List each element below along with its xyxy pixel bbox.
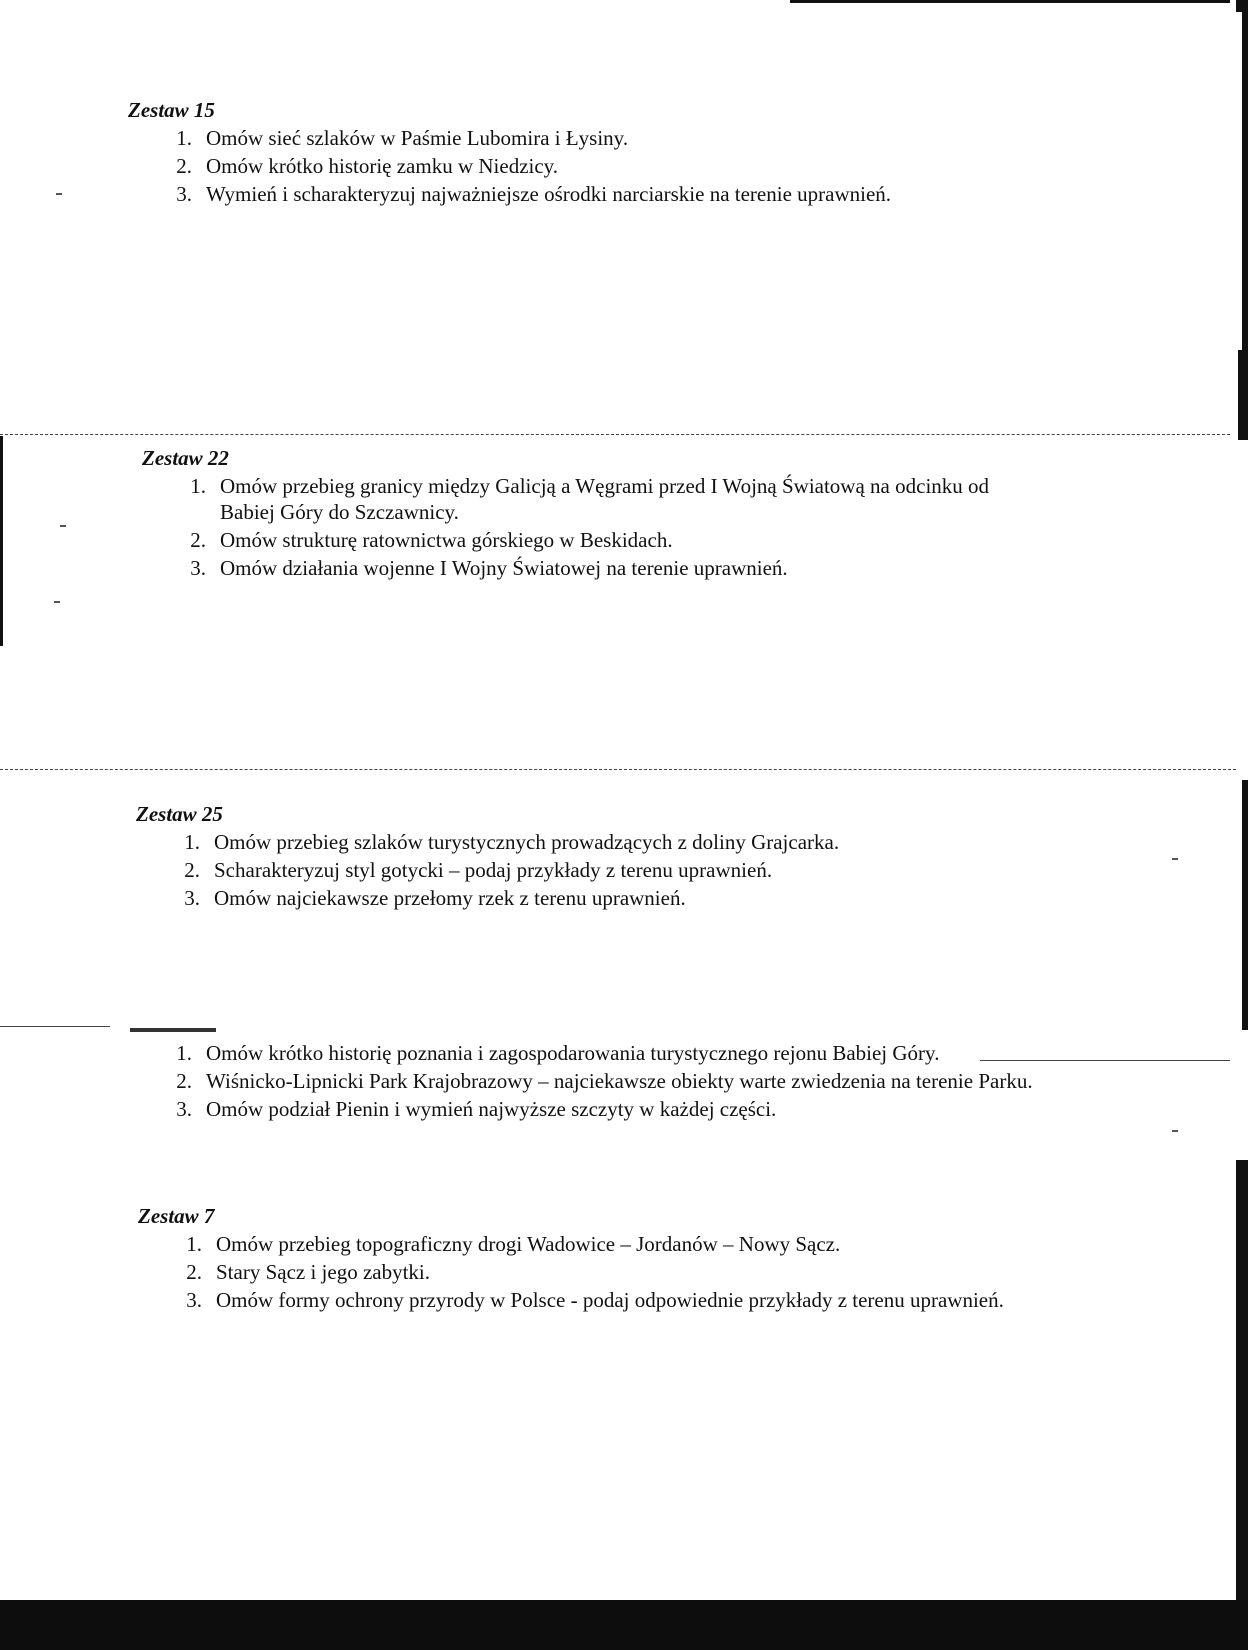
question-list	[138, 1231, 1078, 1313]
set-title: Zestaw 15	[128, 98, 215, 122]
question-text: Omów podział Pienin i wymień najwyższe szczyty w każdej części.	[206, 1097, 777, 1121]
question-item	[176, 125, 1088, 151]
scan-speck	[54, 601, 60, 603]
question-item	[176, 153, 1088, 179]
question-item	[190, 473, 1042, 525]
question-text: Omów działania wojenne I Wojny Światowej na terenie uprawnień.	[220, 556, 788, 580]
question-item	[184, 857, 1096, 883]
question-text: Omów sieć szlaków w Paśmie Lubomira i Łysiny.	[206, 126, 629, 150]
cut-line	[0, 434, 1230, 435]
question-text: Omów formy ochrony przyrody w Polsce - podaj odpowiednie przykłady z terenu uprawnień.	[216, 1288, 1004, 1312]
question-text: Omów przebieg granicy między Galicją a Węgrami przed I Wojną Światową na odcinku od Babiej Góry do Szczawnicy.	[220, 474, 990, 524]
question-number: 3.	[176, 1097, 192, 1121]
question-number: 3.	[186, 1288, 202, 1312]
scan-left-edge	[0, 436, 3, 646]
scan-speck	[56, 193, 62, 195]
question-text: Wymień i scharakteryzuj najważniejsze ośrodki narciarskie na terenie uprawnień.	[206, 182, 892, 206]
set-title: Zestaw 25	[136, 802, 223, 826]
question-number: 2.	[184, 858, 200, 882]
question-list	[142, 473, 1042, 581]
scan-edge-mark	[1242, 780, 1248, 1030]
set-title: Zestaw 22	[142, 446, 229, 470]
question-item	[186, 1259, 1078, 1285]
question-number: 2.	[176, 154, 192, 178]
cut-line	[0, 769, 1236, 770]
scan-right-edge	[1230, 0, 1248, 1650]
scan-speck	[1172, 858, 1178, 860]
question-set	[128, 98, 1088, 209]
question-set	[136, 802, 1096, 913]
question-item	[176, 1096, 1088, 1122]
scan-edge-mark	[1242, 0, 1248, 350]
question-text: Scharakteryzuj styl gotycki – podaj przykłady z terenu uprawnień.	[214, 858, 773, 882]
question-set	[142, 446, 1042, 583]
question-item	[186, 1287, 1078, 1313]
question-number: 3.	[176, 182, 192, 206]
question-number: 1.	[190, 474, 206, 498]
question-number: 2.	[186, 1260, 202, 1284]
scan-edge-mark	[1238, 350, 1248, 440]
set-title: Zestaw 7	[138, 1204, 215, 1228]
question-text: Stary Sącz i jego zabytki.	[216, 1260, 431, 1284]
question-number: 1.	[186, 1232, 202, 1256]
question-text: Omów krótko historię poznania i zagospodarowania turystycznego rejonu Babiej Góry.	[206, 1041, 940, 1065]
question-item	[176, 1068, 1088, 1094]
question-number: 3.	[190, 556, 206, 580]
question-list	[136, 829, 1096, 911]
question-set	[128, 1040, 1088, 1124]
question-number: 1.	[176, 1041, 192, 1065]
question-item	[176, 1040, 1088, 1066]
question-item	[190, 555, 1042, 581]
question-number: 2.	[176, 1069, 192, 1093]
question-text: Omów przebieg szlaków turystycznych prowadzących z doliny Grajcarka.	[214, 830, 840, 854]
question-number: 1.	[184, 830, 200, 854]
question-text: Omów przebieg topograficzny drogi Wadowice – Jordanów – Nowy Sącz.	[216, 1232, 841, 1256]
scan-speck	[1172, 1130, 1178, 1132]
question-list	[128, 125, 1088, 207]
question-item	[184, 829, 1096, 855]
question-text: Omów strukturę ratownictwa górskiego w Beskidach.	[220, 528, 673, 552]
question-number: 3.	[184, 886, 200, 910]
question-item	[184, 885, 1096, 911]
question-item	[190, 527, 1042, 553]
cut-line	[0, 1026, 110, 1027]
scan-bottom-edge	[0, 1600, 1248, 1650]
question-list	[128, 1040, 1088, 1122]
scan-edge-mark	[1236, 1160, 1248, 1600]
question-set	[138, 1204, 1078, 1315]
scan-speck	[60, 525, 66, 527]
question-number: 2.	[190, 528, 206, 552]
question-text: Omów najciekawsze przełomy rzek z terenu uprawnień.	[214, 886, 686, 910]
question-item	[186, 1231, 1078, 1257]
question-text: Wiśnicko-Lipnicki Park Krajobrazowy – najciekawsze obiekty warte zwiedzenia na terenie Parku.	[206, 1069, 1033, 1093]
question-item	[176, 181, 1088, 207]
question-text: Omów krótko historię zamku w Niedzicy.	[206, 154, 559, 178]
question-number: 1.	[176, 126, 192, 150]
cut-off-heading	[130, 1028, 216, 1032]
scan-top-edge	[790, 0, 1230, 3]
